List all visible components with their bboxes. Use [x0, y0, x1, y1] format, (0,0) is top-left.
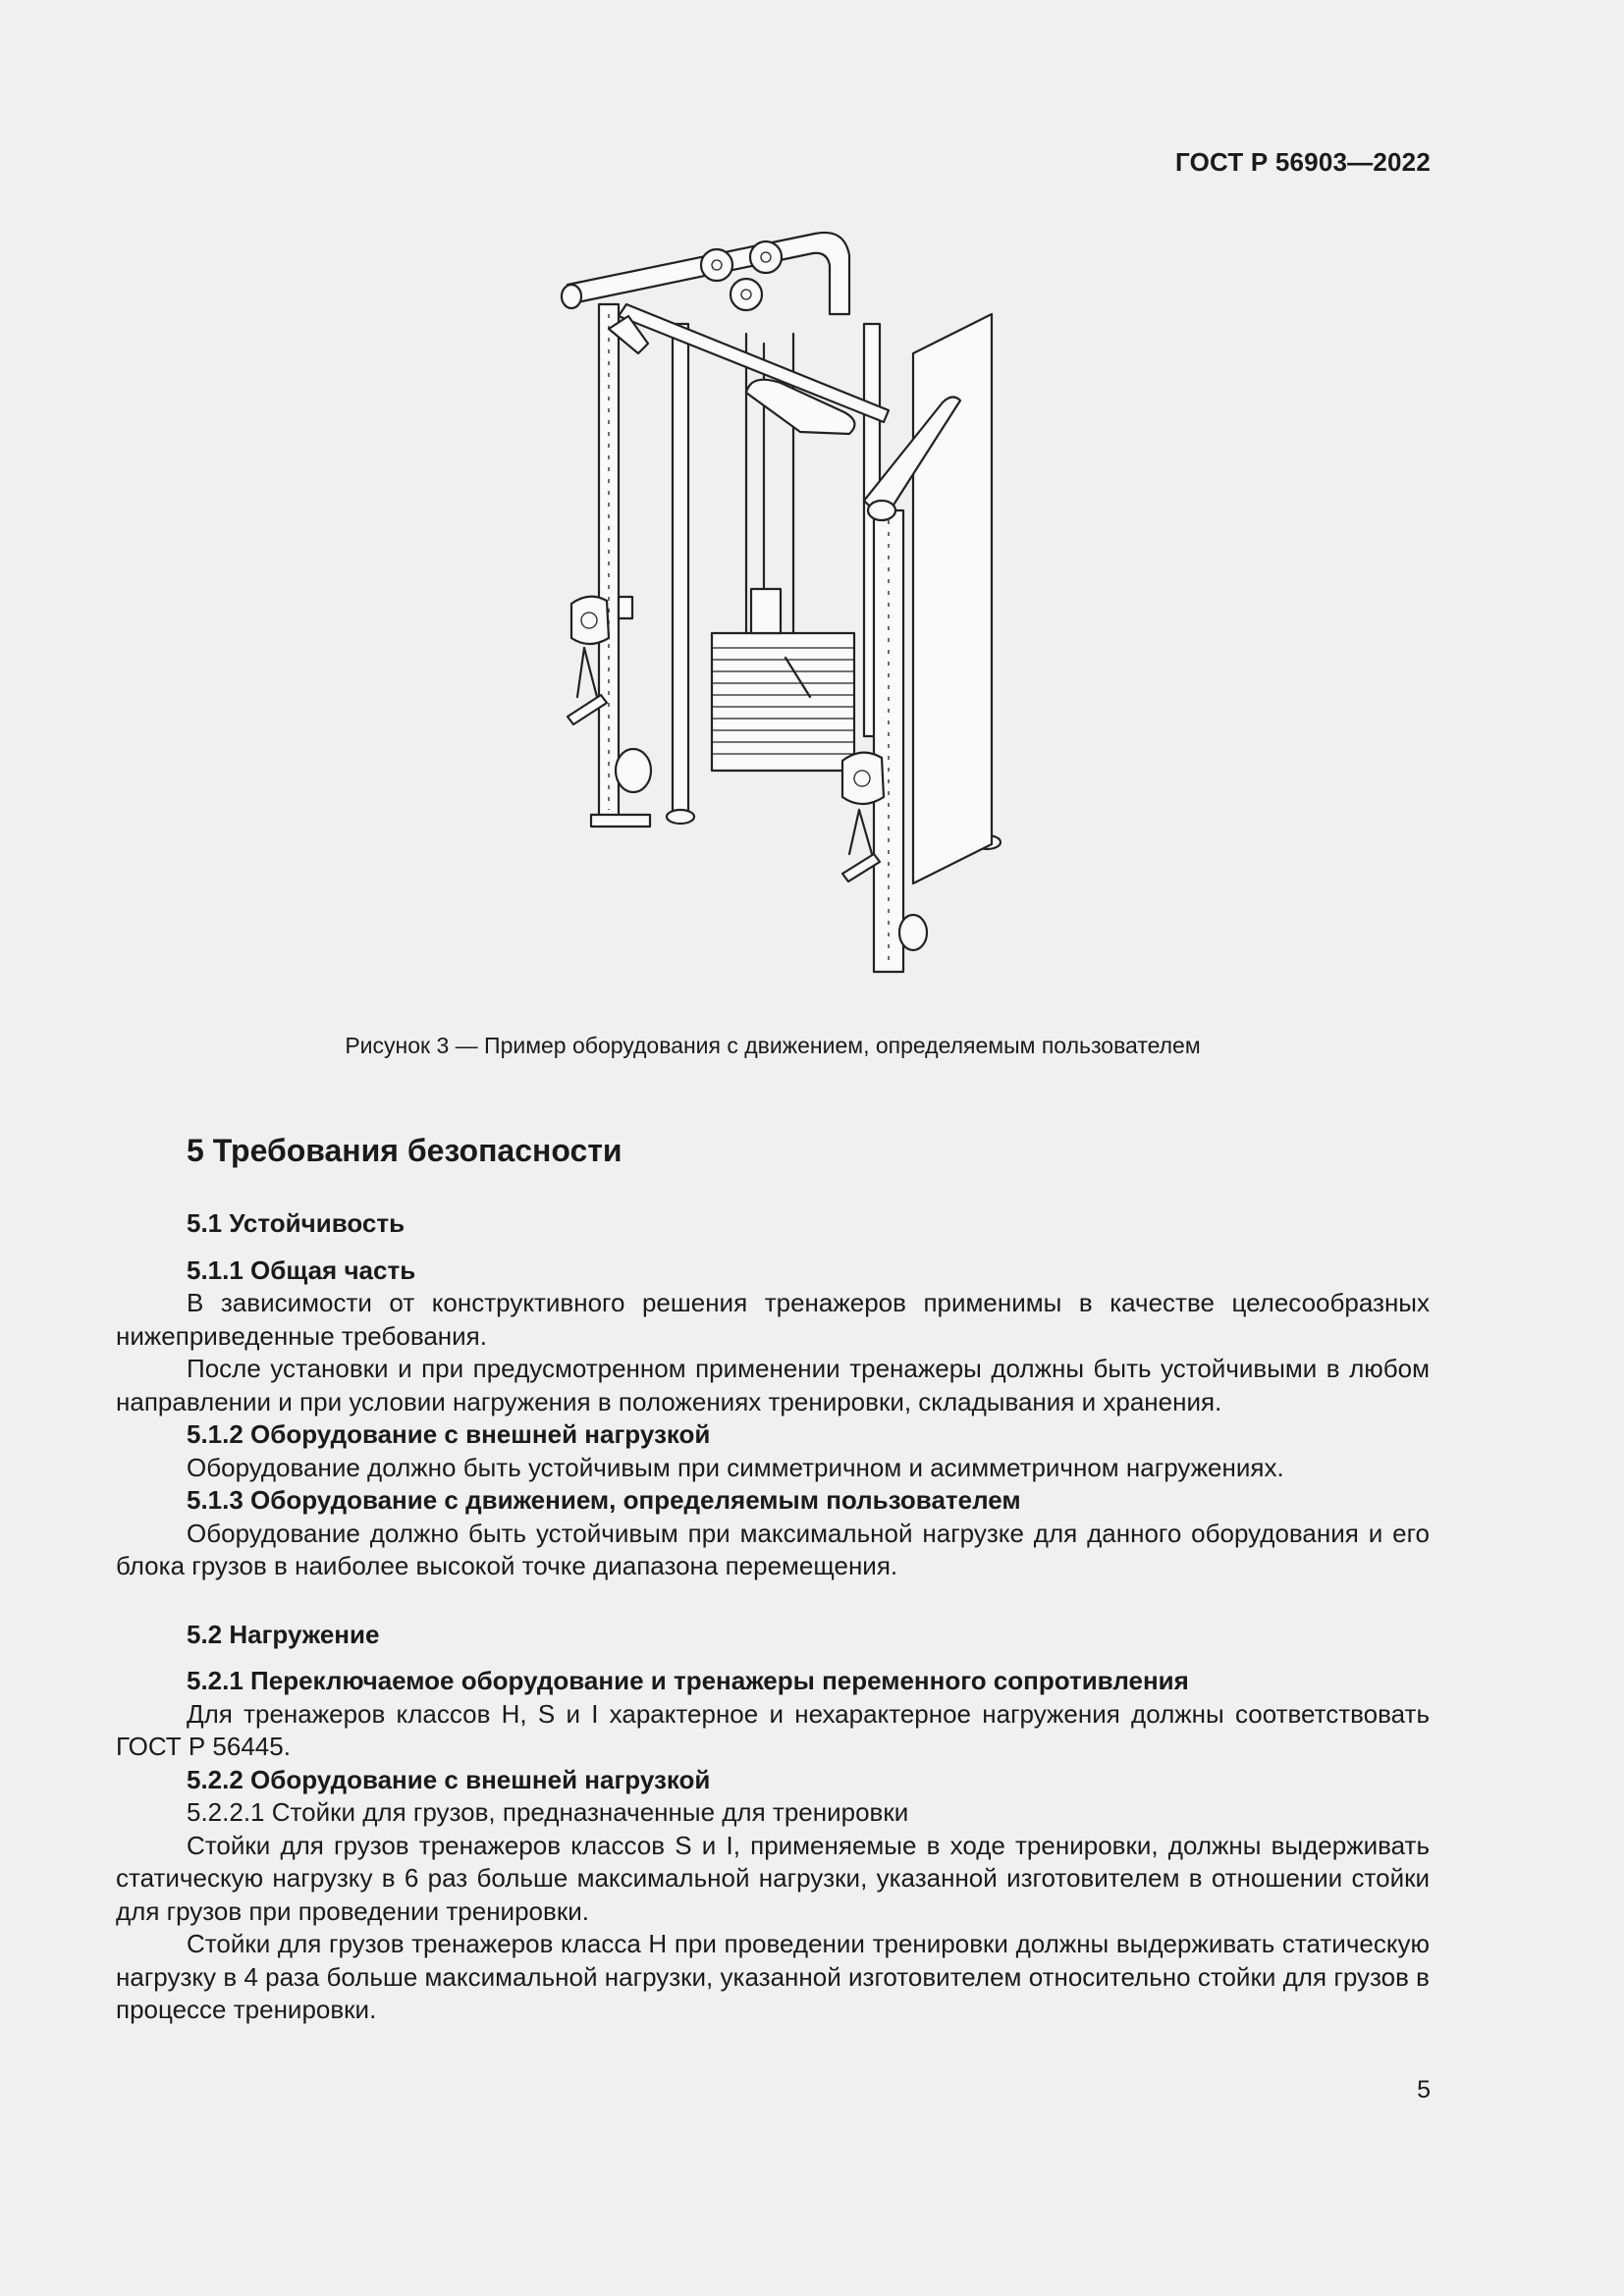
top-pulley: [750, 241, 782, 273]
paragraph: 5.2.2.1 Стойки для грузов, предназначенные для тренировки: [187, 1797, 909, 1827]
paragraph: Стойки для грузов тренажеров класса H при проведении тренировки должны выдерживать статическую нагрузку в 4 раза больше максимальной нагрузки, указанной изготовителем относительно стойки для грузов в процессе тренировки.: [116, 1929, 1430, 2024]
document-body: [116, 1129, 1430, 2027]
clause-title: 5.1.3 Оборудование с движением, определяемым пользователем: [187, 1485, 1021, 1515]
paragraph: Для тренажеров классов H, S и I характерное и нехарактерное нагружения должны соответствовать ГОСТ Р 56445.: [116, 1698, 1430, 1761]
center-column: [673, 324, 688, 815]
page-number: 5: [1417, 2076, 1431, 2104]
floor-bracket: [616, 749, 651, 792]
clause-title: 5.1.1 Общая часть: [187, 1255, 416, 1285]
subsection-title: 5.2 Нагружение: [187, 1619, 380, 1649]
section-title: 5 Требования безопасности: [187, 1133, 623, 1168]
paragraph: Оборудование должно быть устойчивым при симметричном и асимметричном нагружениях.: [187, 1452, 1284, 1482]
clause-title: 5.2.2 Оборудование с внешней нагрузкой: [187, 1764, 711, 1794]
paragraph: После установки и при предусмотренном применении тренажеры должны быть устойчивыми в любом направлении и при условии нагружения в положениях тренировки, складывания и хранения.: [116, 1354, 1430, 1416]
figure-equipment-drawing: [550, 226, 1001, 1001]
paragraph: Стойки для грузов тренажеров классов S и I, применяемые в ходе тренировки, должны выдерживать статическую нагрузку в 6 раз больше максимальной нагрузки, указанной изготовителем в отношении стойки для грузов при проведении тренировки.: [116, 1830, 1430, 1926]
clause-title: 5.2.1 Переключаемое оборудование и тренажеры переменного сопротивления: [187, 1666, 1189, 1695]
paragraph: Оборудование должно быть устойчивым при максимальной нагрузке для данного оборудования и его блока грузов в наиболее высокой точке диапазона перемещения.: [116, 1518, 1430, 1580]
figure-caption: Рисунок 3 — Пример оборудования с движением, определяемым пользователем: [345, 1033, 1201, 1058]
left-foot: [591, 815, 650, 827]
pull-up-bar: [619, 304, 889, 422]
weight-stack: [712, 589, 854, 771]
subsection-title: 5.1 Устойчивость: [187, 1208, 406, 1238]
top-pulley: [731, 279, 762, 310]
paragraph: В зависимости от конструктивного решения тренажеров применимы в качестве целесообразных нижеприведенные требования.: [116, 1288, 1430, 1351]
top-pulley: [701, 249, 732, 281]
cable-machine-illustration: [550, 226, 1001, 1001]
clause-title: 5.1.2 Оборудование с внешней нагрузкой: [187, 1419, 711, 1449]
crossbar-end-cap: [562, 285, 581, 308]
document-header: ГОСТ Р 56903—2022: [1175, 147, 1431, 177]
